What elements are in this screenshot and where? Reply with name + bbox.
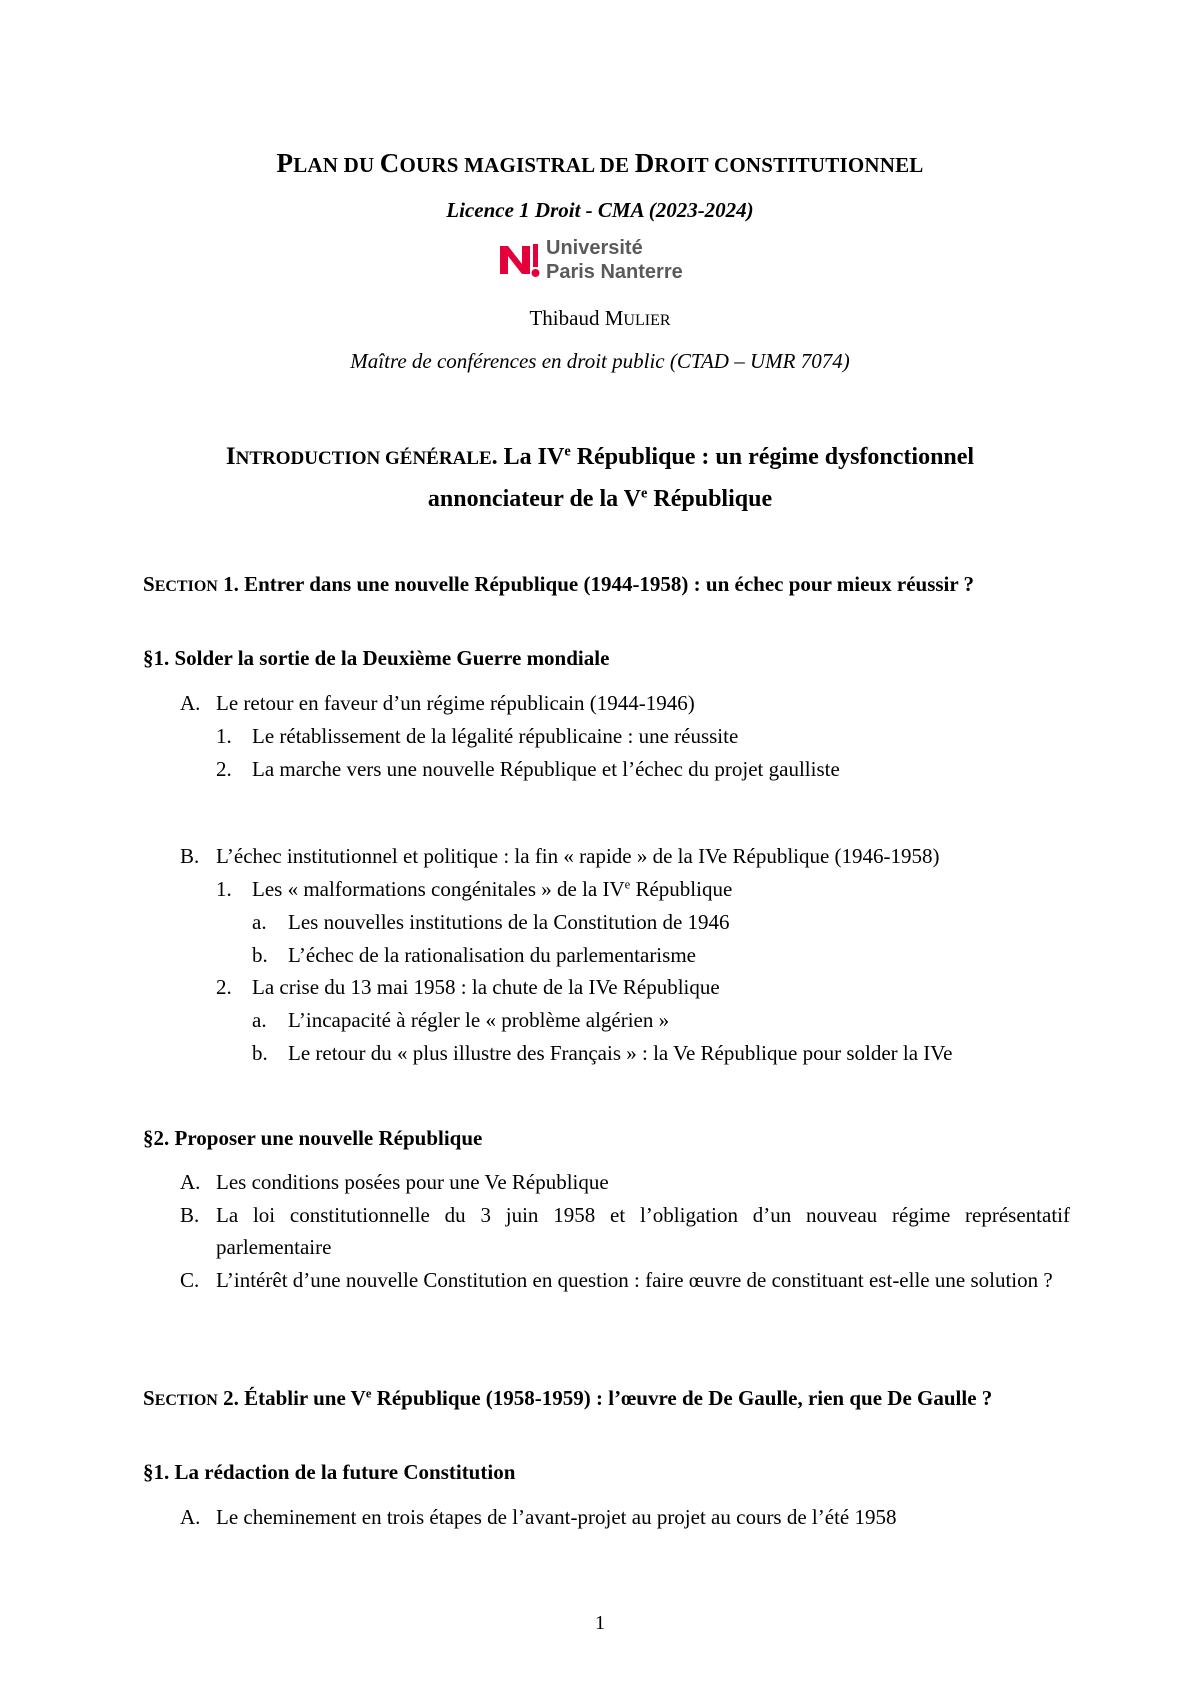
section-2-paragraph-1-heading: §1. La rédaction de la future Constitution (143, 1460, 516, 1484)
list-item: Le rétablissement de la légalité républicaine : une réussite (252, 724, 739, 748)
course-subtitle: Licence 1 Droit - CMA (2023-2024) (446, 198, 754, 222)
section-1-paragraph-1-heading: §1. Solder la sortie de la Deuxième Guerre mondiale (143, 646, 610, 670)
list-item: Les conditions posées pour une Ve République (216, 1170, 609, 1194)
list-item: Les nouvelles institutions de la Constitution de 1946 (288, 910, 730, 934)
list-label: b. (252, 1041, 268, 1065)
list-item: L’incapacité à régler le « problème algérien » (288, 1008, 670, 1032)
page-number: 1 (595, 1612, 605, 1634)
section-2-heading: SECTION 2. Établir une Ve République (1958-1959) : l’œuvre de De Gaulle, rien que De Gaulle ? (143, 1386, 993, 1410)
list-item: La marche vers une nouvelle République et l’échec du projet gaulliste (252, 757, 840, 781)
list-item: Les « malformations congénitales » de la IVe République (252, 877, 733, 901)
list-item: Le retour du « plus illustre des Français » : la Ve République pour solder la IVe (288, 1041, 953, 1065)
list-item: La loi constitutionnelle du 3 juin 1958 et l’obligation d’un nouveau régime représentatif parlementaire (216, 1203, 1070, 1259)
section-1-heading: SECTION 1. Entrer dans une nouvelle République (1944-1958) : un échec pour mieux réussir ? (143, 572, 975, 596)
list-label: B. (180, 1203, 200, 1227)
list-label: 1. (216, 724, 232, 748)
list-label: A. (180, 691, 201, 715)
author-name: Thibaud MULIER (529, 306, 671, 330)
list-label: A. (180, 1170, 201, 1194)
logo-text-line1: Université (546, 237, 643, 259)
logo-text-line2: Paris Nanterre (546, 261, 683, 283)
university-logo (498, 237, 708, 288)
course-title: PLAN DU COURS MAGISTRAL DE DROIT CONSTITUTIONNEL (276, 148, 924, 178)
intro-heading: INTRODUCTION GÉNÉRALE. La IVe République : un régime dysfonctionnel annonciateur de la Ve République (225, 443, 975, 512)
list-label: a. (252, 1008, 267, 1032)
list-item: Le cheminement en trois étapes de l’avant-projet au projet au cours de l’été 1958 (216, 1505, 897, 1529)
list-label: A. (180, 1505, 201, 1529)
list-item: Le retour en faveur d’un régime républicain (1944-1946) (216, 691, 695, 715)
list-item: L’échec de la rationalisation du parlementarisme (288, 943, 696, 967)
list-label: a. (252, 910, 267, 934)
list-label: 1. (216, 877, 232, 901)
list-label: 2. (216, 975, 232, 999)
list-label: 2. (216, 757, 232, 781)
list-label: B. (180, 844, 200, 868)
list-label: b. (252, 943, 268, 967)
list-item: L’intérêt d’une nouvelle Constitution en question : faire œuvre de constituant est-elle une solution ? (216, 1268, 1053, 1292)
section-1-paragraph-2-heading: §2. Proposer une nouvelle République (143, 1126, 483, 1150)
list-item: La crise du 13 mai 1958 : la chute de la IVe République (252, 975, 720, 999)
list-item: L’échec institutionnel et politique : la fin « rapide » de la IVe République (1946-1958) (216, 844, 940, 868)
author-role: Maître de conférences en droit public (CTAD – UMR 7074) (350, 349, 850, 373)
list-label: C. (180, 1268, 200, 1292)
